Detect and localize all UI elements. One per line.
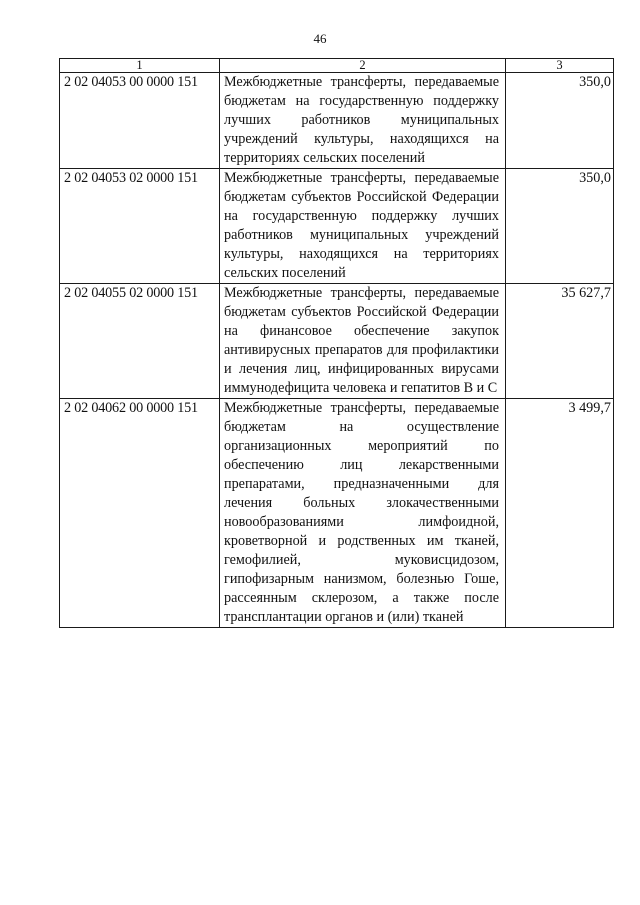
table-row (60, 399, 614, 628)
classification-code: 2 02 04053 00 0000 151 (60, 73, 220, 169)
table-row (60, 284, 614, 399)
classification-code: 2 02 04053 02 0000 151 (60, 169, 220, 284)
table-header-row (60, 59, 614, 73)
table-row (60, 73, 614, 169)
row-description: Межбюджетные трансферты, передаваемые бюджетам на осуществление организационных мероприятий по обеспечению лиц лекарственными препаратами, предназначенными для лечения больных злокачественными новообразованиями лимфоидной, кроветворной и родственных им тканей, гемофилией, муковисцидозом, гипофизарным нанизмом, болезнью Гоше, рассеянным склерозом, а также после трансплантации органов и (или) тканей (220, 399, 506, 628)
column-header-3: 3 (506, 59, 614, 73)
column-header-1: 1 (60, 59, 220, 73)
classification-code: 2 02 04055 02 0000 151 (60, 284, 220, 399)
row-description: Межбюджетные трансферты, передаваемые бюджетам на государственную поддержку лучших работников муниципальных учреждений культуры, находящихся на территориях сельских поселений (220, 73, 506, 169)
column-header-2: 2 (220, 59, 506, 73)
page-number: 46 (313, 31, 327, 46)
classification-code: 2 02 04062 00 0000 151 (60, 399, 220, 628)
row-amount: 350,0 (506, 73, 614, 169)
table-row (60, 169, 614, 284)
row-amount: 350,0 (506, 169, 614, 284)
row-description: Межбюджетные трансферты, передаваемые бюджетам субъектов Российской Федерации на государственную поддержку лучших работников муниципальных учреждений культуры, находящихся на территориях сельских поселений (220, 169, 506, 284)
row-amount: 35 627,7 (506, 284, 614, 399)
row-amount: 3 499,7 (506, 399, 614, 628)
budget-table (59, 58, 614, 628)
row-description: Межбюджетные трансферты, передаваемые бюджетам субъектов Российской Федерации на финансовое обеспечение закупок антивирусных препаратов для профилактики и лечения лиц, инфицированных вирусами иммунодефицита человека и гепатитов В и С (220, 284, 506, 399)
